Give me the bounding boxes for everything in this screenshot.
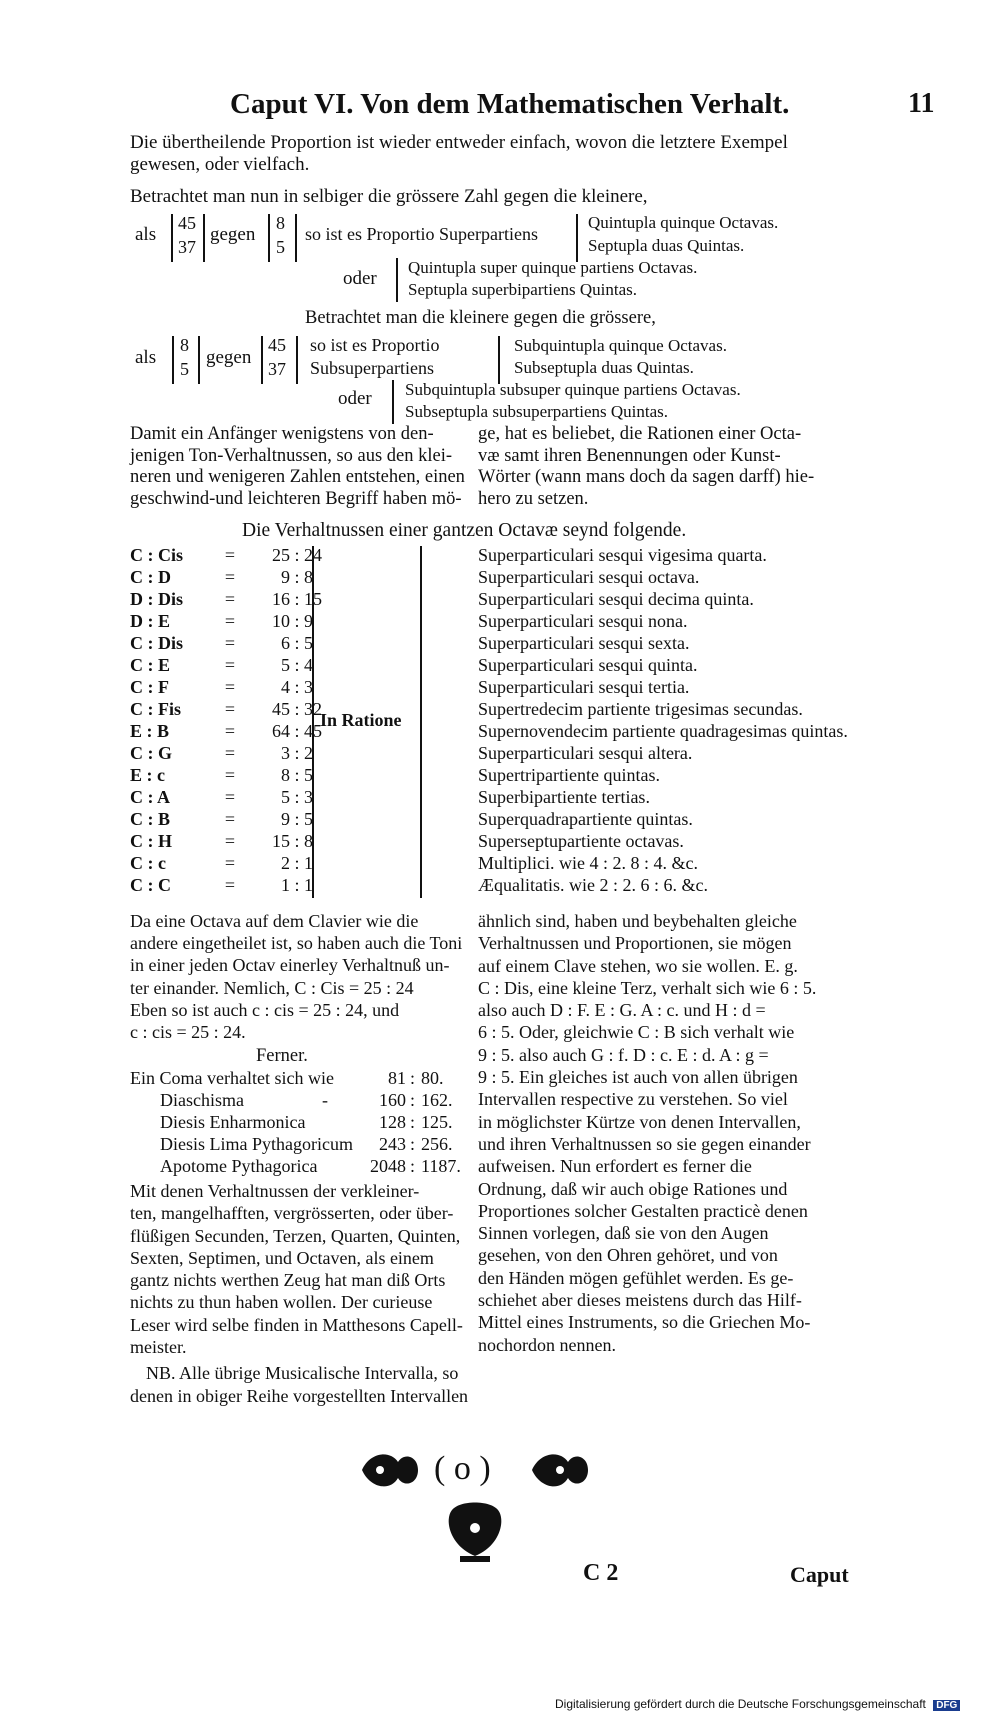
colon: : <box>294 611 300 631</box>
spacer <box>332 610 470 632</box>
table-heading: Die Verhaltnussen einer gantzen Octavæ seynd folgende. <box>242 520 687 541</box>
right-column <box>478 910 858 1356</box>
colon: : <box>294 677 300 697</box>
ex2-r2: Subseptupla duas Quintas. <box>514 358 694 377</box>
colon: : <box>294 853 300 873</box>
coma-colon: : <box>410 1112 416 1132</box>
ratio-description: Superquadrapartiente quintas. <box>478 809 693 829</box>
text-line: 9 : 5. also auch G : f. D : c. E : d. A : g = <box>478 1044 769 1065</box>
spacer <box>332 874 470 896</box>
ratio-a: 5 <box>281 787 290 807</box>
ratio-b: 1 <box>304 875 313 895</box>
equals: = <box>224 721 236 741</box>
equals: = <box>224 545 236 565</box>
ex1-text: so ist es Proportio Superpartiens <box>305 224 538 244</box>
ratio-description: Æqualitatis. wie 2 : 2. 6 : 6. &c. <box>478 875 708 895</box>
colon: : <box>294 567 300 587</box>
left-column <box>130 910 475 1043</box>
equals: = <box>224 831 236 851</box>
ratio-row <box>130 786 848 808</box>
coma-ratio-a: 243 <box>379 1134 406 1154</box>
text-line: Mit denen Verhaltnussen der verkleiner- <box>130 1181 420 1201</box>
ex1-r1: Quintupla quinque Octavas. <box>588 213 779 232</box>
ex2-b-bot: 37 <box>268 359 286 379</box>
ratio-b: 9 <box>304 611 313 631</box>
ratio-b: 5 <box>304 633 313 653</box>
text-line: ter einander. Nemlich, C : Cis = 25 : 24 <box>130 977 414 998</box>
ex1-r3: Quintupla super quinque partiens Octavas. <box>408 258 698 277</box>
interval: C : C <box>130 875 171 895</box>
ratio-a: 15 <box>272 831 290 851</box>
ratio-description: Supertripartiente quintas. <box>478 765 660 785</box>
text-line: also auch D : F. E : G. A : c. und H : d = <box>478 1000 766 1021</box>
text-line: jenigen Ton-Verhaltnussen, so aus den klei- <box>130 445 453 466</box>
ratio-description: Multiplici. wie 4 : 2. 8 : 4. &c. <box>478 853 698 873</box>
spacer <box>332 852 470 874</box>
ratio-row <box>130 632 848 654</box>
text-line: c : cis = 25 : 24. <box>130 1022 246 1043</box>
coma-name: Diesis Lima Pythagoricum <box>160 1134 353 1154</box>
ratio-row <box>130 764 848 786</box>
text-line: geschwind-und leichteren Begriff haben mö- <box>130 488 462 509</box>
text-line: Sexten, Septimen, und Octaven, als einem <box>130 1247 434 1268</box>
ex2-a-top: 8 <box>180 335 189 355</box>
coma-name: Ein Coma verhaltet sich wie <box>130 1068 334 1088</box>
coma-ratio-b: 162. <box>421 1090 453 1110</box>
coma-ratio-a: 128 <box>379 1112 406 1132</box>
ratio-row <box>130 654 848 676</box>
equals: = <box>224 765 236 785</box>
text-line: Mittel eines Instruments, so die Griechen Mo- <box>478 1312 811 1333</box>
interval: C : Fis <box>130 699 181 719</box>
equals: = <box>224 655 236 675</box>
nb-line: NB. Alle übrige Musicalische Intervalla, so <box>146 1363 459 1384</box>
ratio-a: 10 <box>272 611 290 631</box>
colon: : <box>294 721 300 741</box>
text-line: gantz nichts werthen Zeug hat man diß Orts <box>130 1270 446 1291</box>
coma-name: Diesis Enharmonica <box>160 1112 306 1132</box>
ratio-b: 24 <box>304 545 322 565</box>
equals: = <box>224 611 236 631</box>
text-line: hero zu setzen. <box>478 488 589 509</box>
spacer <box>332 566 470 588</box>
ratio-description: Superparticulari sesqui altera. <box>478 743 693 763</box>
coma-ratio-a: 2048 <box>370 1156 406 1176</box>
spacer <box>332 830 470 852</box>
colon: : <box>294 875 300 895</box>
text-line: auf einem Clave stehen, wo sie wollen. E. g. <box>478 955 798 976</box>
ratio-b: 5 <box>304 765 313 785</box>
printer-ornament <box>360 1448 590 1568</box>
interval: C : Dis <box>130 633 183 653</box>
spacer <box>332 786 470 808</box>
ex2-gegen: gegen <box>206 347 252 368</box>
ratio-row <box>130 808 848 830</box>
equals: = <box>224 677 236 697</box>
ex2-text-2: Subsuperpartiens <box>310 358 434 378</box>
ratio-a: 4 <box>281 677 290 697</box>
coma-colon: : <box>410 1156 416 1176</box>
page-header <box>0 88 1000 128</box>
colon: : <box>294 633 300 653</box>
ratio-b: 3 <box>304 787 313 807</box>
dfg-logo-icon: DFG <box>933 1700 960 1711</box>
interval: C : G <box>130 743 172 763</box>
ratio-description: Superparticulari sesqui sexta. <box>478 633 690 653</box>
ratio-b: 8 <box>304 831 313 851</box>
interval: C : D <box>130 567 171 587</box>
ratio-row <box>130 852 848 874</box>
ex2-a-bot: 5 <box>180 359 189 379</box>
colon: : <box>294 743 300 763</box>
interval: C : E <box>130 655 170 675</box>
spacer <box>332 676 470 698</box>
ratio-b: 1 <box>304 853 313 873</box>
ratio-a: 3 <box>281 743 290 763</box>
text-line: aufweisen. Nun erfordert es ferner die <box>478 1156 752 1177</box>
text-line: in einer jeden Octav einerley Verhaltnuß un- <box>130 955 450 976</box>
ratio-b: 45 <box>304 721 322 741</box>
ratio-b: 15 <box>304 589 322 609</box>
signature-mark: C 2 <box>583 1560 619 1586</box>
catchword: Caput <box>790 1562 849 1587</box>
ratio-description: Superparticulari sesqui decima quinta. <box>478 589 754 609</box>
text-line: ähnlich sind, haben und beybehalten gleiche <box>478 911 797 931</box>
coma-colon: : <box>410 1090 416 1110</box>
spacer <box>332 654 470 676</box>
ratio-description: Supertredecim partiente trigesimas secundas. <box>478 699 803 719</box>
equals: = <box>224 743 236 763</box>
ratio-row <box>130 742 848 764</box>
text-line: Leser wird selbe finden in Matthesons Capell- <box>130 1314 463 1335</box>
text-line: C : Dis, eine kleine Terz, verhalt sich wie 6 : 5. <box>478 977 817 998</box>
ratio-a: 64 <box>272 721 290 741</box>
ornament-center: ( o ) <box>434 1450 491 1487</box>
text-line: Sinnen vorlegen, daß sie von den Augen <box>478 1223 769 1244</box>
running-title: Caput VI. Von dem Mathematischen Verhalt. <box>230 88 790 120</box>
ratio-a: 25 <box>272 545 290 565</box>
table-divider-left <box>312 546 314 898</box>
intro-line-1: Die übertheilende Proportion ist wieder entweder einfach, wovon die letztere Exempel <box>130 132 788 153</box>
ex2-r3: Subquintupla subsuper quinque partiens Octavas. <box>405 380 741 399</box>
ratio-a: 6 <box>281 633 290 653</box>
coma-ratio-b: 1187. <box>421 1156 461 1176</box>
coma-name: Diaschisma <box>160 1090 244 1110</box>
equals: = <box>224 567 236 587</box>
octave-ratios-table <box>130 544 848 896</box>
ex1-a-top: 45 <box>178 213 196 233</box>
ex2-r1: Subquintupla quinque Octavas. <box>514 336 727 355</box>
coma-dash: - <box>322 1090 328 1110</box>
equals: = <box>224 809 236 829</box>
ratio-row <box>130 610 848 632</box>
ratio-description: Superparticulari sesqui vigesima quarta. <box>478 545 767 565</box>
ratio-a: 5 <box>281 655 290 675</box>
colon: : <box>294 655 300 675</box>
text-line: nichts zu thun haben wollen. Der curieuse <box>130 1292 433 1313</box>
para1-right <box>478 424 858 510</box>
interval: C : c <box>130 853 166 873</box>
spacer <box>332 742 470 764</box>
ratio-a: 8 <box>281 765 290 785</box>
ex2-intro: Betrachtet man die kleinere gegen die grössere, <box>305 308 656 328</box>
interval: C : Cis <box>130 545 183 565</box>
colon: : <box>294 589 300 609</box>
coma-ratio-b: 125. <box>421 1112 453 1132</box>
text-line: 9 : 5. Ein gleiches ist auch von allen übrigen <box>478 1067 798 1088</box>
ratio-row <box>130 676 848 698</box>
text-line: Eben so ist auch c : cis = 25 : 24, und <box>130 999 400 1020</box>
ex1-b-top: 8 <box>276 213 285 233</box>
text-line: Proportiones solcher Gestalten practicè denen <box>478 1200 808 1221</box>
text-line: Intervallen respective zu verstehen. So viel <box>478 1089 788 1110</box>
colon: : <box>294 809 300 829</box>
left-column-p2 <box>130 1180 475 1407</box>
text-line: 6 : 5. Oder, gleichwie C : B sich verhalt wie <box>478 1022 795 1043</box>
in-ratione-label: In Ratione <box>320 710 402 730</box>
ratio-a: 16 <box>272 589 290 609</box>
ratio-a: 2 <box>281 853 290 873</box>
interval: E : c <box>130 765 165 785</box>
equals: = <box>224 633 236 653</box>
ex2-oder: oder <box>338 388 372 409</box>
ratio-description: Superparticulari sesqui tertia. <box>478 677 690 697</box>
equals: = <box>224 699 236 719</box>
equals: = <box>224 875 236 895</box>
colon: : <box>294 765 300 785</box>
ratio-a: 1 <box>281 875 290 895</box>
ratio-row <box>130 566 848 588</box>
text-line: gesehen, von den Ohren gehöret, und von <box>478 1245 778 1266</box>
ratio-a: 9 <box>281 567 290 587</box>
ratio-a: 45 <box>272 699 290 719</box>
para1-left <box>130 424 470 510</box>
ratio-b: 32 <box>304 699 322 719</box>
coma-name: Apotome Pythagorica <box>160 1156 318 1176</box>
ex1-als: als <box>135 224 157 245</box>
text-line: meister. <box>130 1337 187 1358</box>
intro-line-3: Betrachtet man nun in selbiger die grössere Zahl gegen die kleinere, <box>130 186 648 207</box>
ratio-a: 9 <box>281 809 290 829</box>
equals: = <box>224 787 236 807</box>
equals: = <box>224 853 236 873</box>
interval: C : H <box>130 831 172 851</box>
ratio-b: 4 <box>304 655 313 675</box>
ratio-b: 3 <box>304 677 313 697</box>
ex2-r4: Subseptupla subsuperpartiens Quintas. <box>405 402 668 421</box>
ex2-b-top: 45 <box>268 335 286 355</box>
coma-colon: : <box>410 1068 416 1088</box>
ratio-row <box>130 720 848 742</box>
page-number: 11 <box>908 88 935 119</box>
interval: D : Dis <box>130 589 183 609</box>
colon: : <box>294 545 300 565</box>
ex1-r2: Septupla duas Quintas. <box>588 236 745 255</box>
ratio-description: Superparticulari sesqui nona. <box>478 611 688 631</box>
text-line: væ samt ihren Benennungen oder Kunst- <box>478 445 781 466</box>
ratio-description: Supernovendecim partiente quadragesimas quintas. <box>478 721 848 741</box>
text-line: schiehet aber dieses meistens durch das Hilf- <box>478 1290 802 1311</box>
text-line: flüßigen Secunden, Terzen, Quarten, Quinten, <box>130 1225 461 1246</box>
text-line: Wörter (wann mans doch da sagen darff) hie- <box>478 467 815 488</box>
text-line: Ordnung, daß wir auch obige Rationes und <box>478 1178 788 1199</box>
ratio-description: Superparticulari sesqui octava. <box>478 567 700 587</box>
nb-line: denen in obiger Reihe vorgestellten Intervallen <box>130 1385 469 1406</box>
ratio-b: 8 <box>304 567 313 587</box>
coma-ratio-a: 81 <box>388 1068 406 1088</box>
coma-colon: : <box>410 1134 416 1154</box>
text-line: andere eingetheilet ist, so haben auch die Toni <box>130 933 463 954</box>
interval: C : F <box>130 677 169 697</box>
ratio-row <box>130 830 848 852</box>
spacer <box>332 632 470 654</box>
text-line: ge, hat es beliebet, die Rationen einer Octa- <box>478 424 802 444</box>
ex2-text-1: so ist es Proportio <box>310 335 440 355</box>
spacer <box>332 544 470 566</box>
coma-ratio-b: 80. <box>421 1068 444 1088</box>
text-line: Verhaltnussen und Proportionen, sie mögen <box>478 933 792 954</box>
text-line: neren und wenigeren Zahlen entstehen, einen <box>130 467 465 488</box>
colon: : <box>294 787 300 807</box>
table-divider-right <box>420 546 422 898</box>
ratio-row <box>130 544 848 566</box>
ex1-r4: Septupla superbipartiens Quintas. <box>408 280 637 299</box>
footer-text: Digitalisierung gefördert durch die Deutsche Forschungsgemeinschaft <box>555 1697 926 1711</box>
interval: D : E <box>130 611 170 631</box>
text-line: und ihren Verhaltnussen so sie gegen einander <box>478 1133 811 1154</box>
ratio-row <box>130 698 848 720</box>
colon: : <box>294 699 300 719</box>
spacer <box>332 588 470 610</box>
text-line: ten, mangelhafften, vergrösserten, oder über- <box>130 1203 454 1224</box>
ratio-row <box>130 588 848 610</box>
text-line: in möglichster Kürtze von denen Intervallen, <box>478 1111 801 1132</box>
ex1-a-bot: 37 <box>178 237 196 257</box>
spacer <box>332 764 470 786</box>
text-line: nochordon nennen. <box>478 1334 616 1355</box>
ex1-oder: oder <box>343 268 377 289</box>
ex2-als: als <box>135 347 157 368</box>
coma-ratio-b: 256. <box>421 1134 453 1154</box>
ratio-b: 5 <box>304 809 313 829</box>
coma-ratio-a: 160 <box>379 1090 406 1110</box>
ratio-description: Superbipartiente tertias. <box>478 787 650 807</box>
interval: C : A <box>130 787 170 807</box>
ex1-gegen: gegen <box>210 224 256 245</box>
interval: C : B <box>130 809 170 829</box>
ratio-b: 2 <box>304 743 313 763</box>
colon: : <box>294 831 300 851</box>
spacer <box>332 808 470 830</box>
text-line: Damit ein Anfänger wenigstens von den- <box>130 424 434 444</box>
ferner-heading: Ferner. <box>256 1046 308 1066</box>
ratio-description: Superseptupartiente octavas. <box>478 831 684 851</box>
ratio-description: Superparticulari sesqui quinta. <box>478 655 698 675</box>
ratio-row <box>130 874 848 896</box>
ex1-b-bot: 5 <box>276 237 285 257</box>
equals: = <box>224 589 236 609</box>
interval: E : B <box>130 721 170 741</box>
text-line: Da eine Octava auf dem Clavier wie die <box>130 911 419 931</box>
digitization-footer <box>555 1697 960 1711</box>
text-line: den Händen mögen gefühlet werden. Es ge- <box>478 1267 794 1288</box>
intro-line-2: gewesen, oder vielfach. <box>130 154 310 175</box>
